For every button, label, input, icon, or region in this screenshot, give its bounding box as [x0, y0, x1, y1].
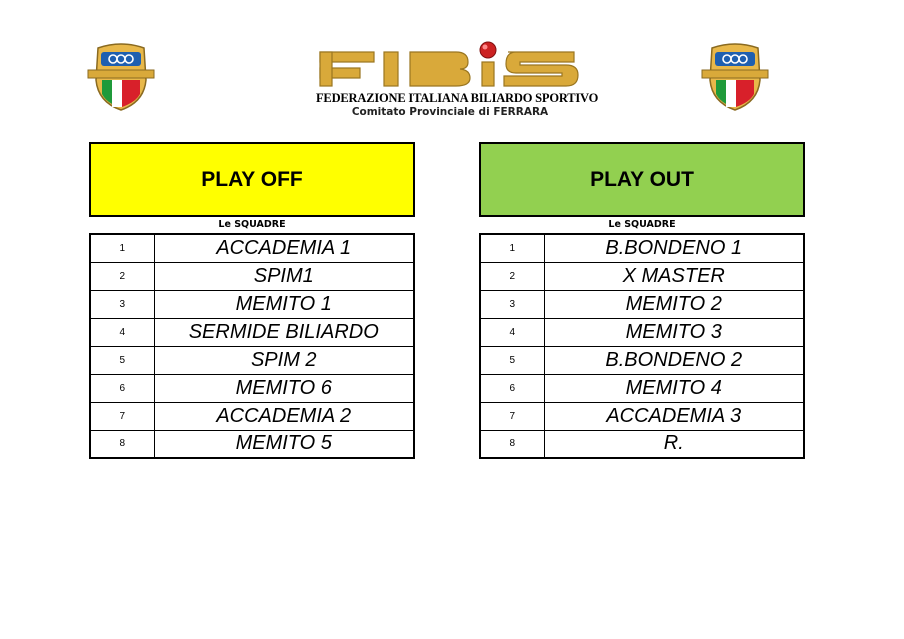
team-name: X MASTER [544, 262, 804, 290]
table-row [90, 318, 414, 346]
team-name: ACCADEMIA 3 [544, 402, 804, 430]
playout-teams-caption: Le SQUADRE [608, 219, 676, 230]
team-number: 5 [90, 346, 154, 374]
team-number: 2 [90, 262, 154, 290]
team-number: 8 [480, 430, 544, 458]
team-name: MEMITO 3 [544, 318, 804, 346]
team-number: 1 [90, 234, 154, 262]
playoff-header: PLAY OFF [89, 142, 415, 217]
team-name: MEMITO 4 [544, 374, 804, 402]
playoff-group [89, 142, 415, 459]
team-name: MEMITO 1 [154, 290, 414, 318]
team-number: 7 [90, 402, 154, 430]
team-number: 3 [480, 290, 544, 318]
team-number: 3 [90, 290, 154, 318]
committee-name: Comitato Provinciale di FERRARA [351, 106, 549, 118]
team-name: B.BONDENO 2 [544, 346, 804, 374]
team-name: ACCADEMIA 2 [154, 402, 414, 430]
coni-shield-icon-right [700, 42, 770, 112]
team-number: 8 [90, 430, 154, 458]
playout-header: PLAY OUT [479, 142, 805, 217]
team-number: 4 [90, 318, 154, 346]
team-number: 5 [480, 346, 544, 374]
table-row [90, 234, 414, 262]
fibis-wordmark-icon [316, 40, 584, 90]
table-row [480, 290, 804, 318]
table-row [90, 346, 414, 374]
coni-shield-icon-left [86, 42, 156, 112]
table-row [480, 402, 804, 430]
table-row [480, 262, 804, 290]
playout-teams-table [479, 233, 805, 459]
playout-group [479, 142, 805, 459]
table-row [90, 262, 414, 290]
table-row [90, 430, 414, 458]
table-row [480, 430, 804, 458]
table-row [90, 374, 414, 402]
team-name: MEMITO 2 [544, 290, 804, 318]
team-name: MEMITO 6 [154, 374, 414, 402]
team-name: R. [544, 430, 804, 458]
table-row [480, 234, 804, 262]
team-name: MEMITO 5 [154, 430, 414, 458]
fibis-logo [316, 40, 599, 122]
team-name: ACCADEMIA 1 [154, 234, 414, 262]
playoff-teams-table [89, 233, 415, 459]
team-number: 2 [480, 262, 544, 290]
team-number: 7 [480, 402, 544, 430]
team-number: 4 [480, 318, 544, 346]
table-row [480, 346, 804, 374]
table-row [480, 318, 804, 346]
table-row [480, 374, 804, 402]
table-row [90, 290, 414, 318]
team-number: 6 [90, 374, 154, 402]
playoff-teams-caption: Le SQUADRE [218, 219, 286, 230]
team-name: SERMIDE BILIARDO [154, 318, 414, 346]
table-row [90, 402, 414, 430]
team-name: B.BONDENO 1 [544, 234, 804, 262]
team-name: SPIM1 [154, 262, 414, 290]
team-number: 1 [480, 234, 544, 262]
federation-name: FEDERAZIONE ITALIANA BILIARDO SPORTIVO [316, 91, 599, 105]
team-number: 6 [480, 374, 544, 402]
team-name: SPIM 2 [154, 346, 414, 374]
